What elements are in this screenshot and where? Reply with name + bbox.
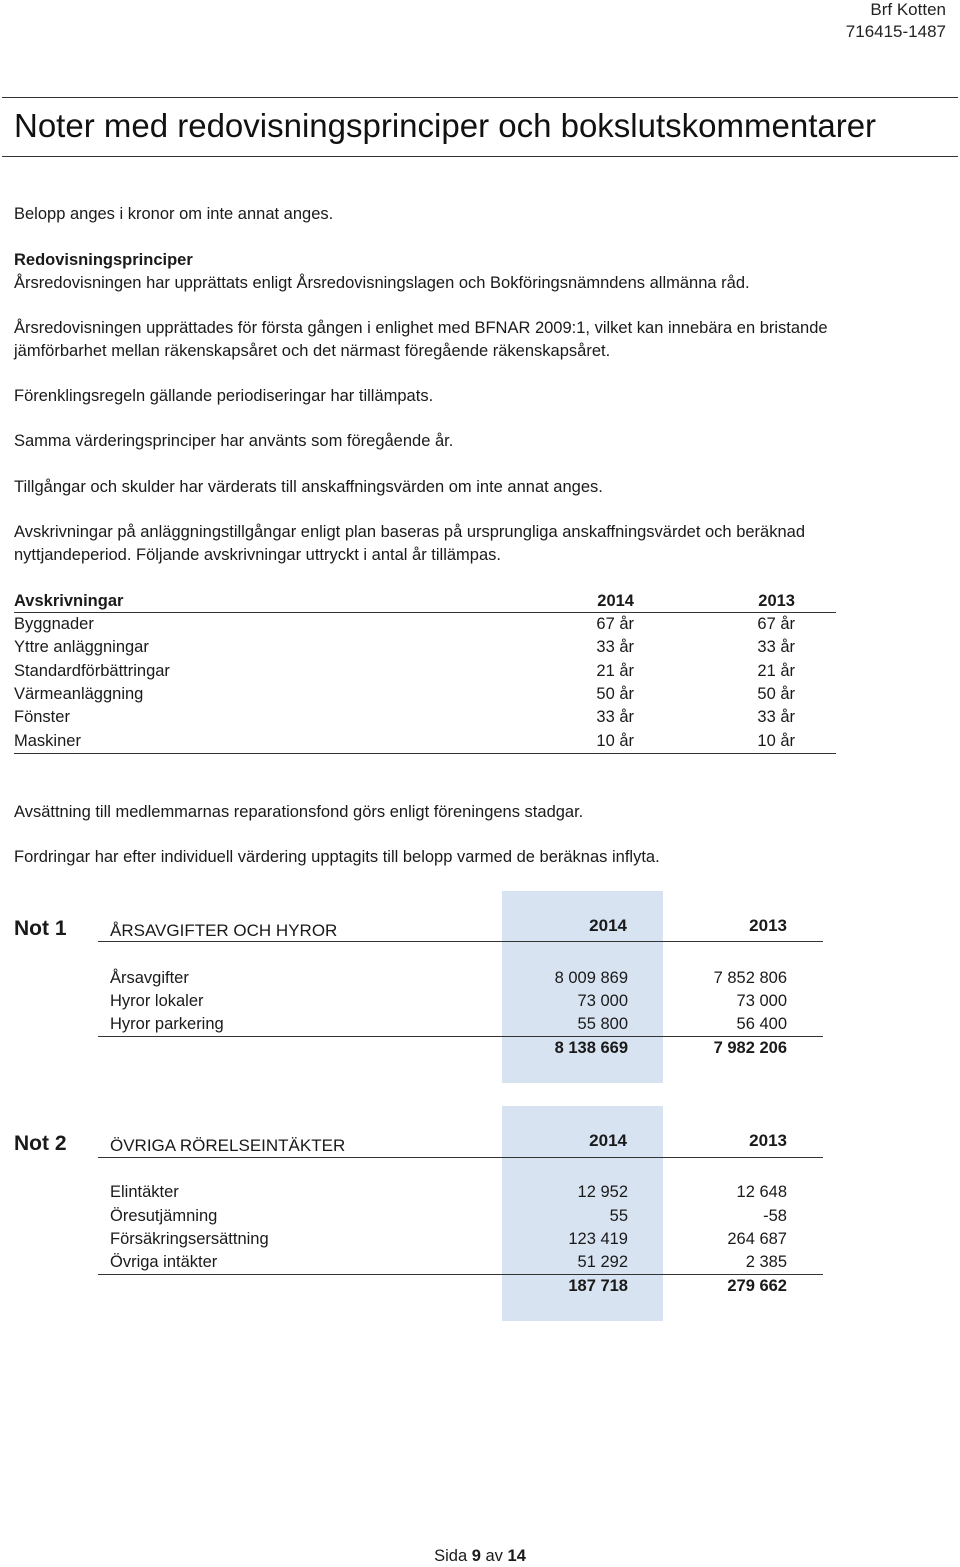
depreciation-text-2: nyttjandeperiod. Följande avskrivningar uttryckt i antal år tillämpas. bbox=[14, 546, 501, 564]
principles-line: Årsredovisningen har upprättats enligt Årsredovisningslagen och Bokföringsnämndens allmänna råd. bbox=[14, 274, 750, 292]
intro-text: Belopp anges i kronor om inte annat anges. bbox=[14, 205, 334, 223]
row-value-2013: 33 år bbox=[757, 708, 795, 726]
fund-text: Avsättning till medlemmarnas reparationsfond görs enligt föreningens stadgar. bbox=[14, 803, 584, 821]
page-number bbox=[0, 1545, 960, 1567]
note-2-row-label: Elintäkter bbox=[110, 1183, 179, 1201]
depreciation-header-2014: 2014 bbox=[597, 592, 634, 610]
note-2-row-label: Öresutjämning bbox=[110, 1207, 218, 1225]
depreciation-header-label: Avskrivningar bbox=[14, 592, 124, 610]
total-pages: 14 bbox=[507, 1547, 526, 1565]
note-2-year-2014: 2014 bbox=[589, 1131, 627, 1150]
note-2-year-2013: 2013 bbox=[749, 1131, 787, 1150]
valuation-text: Tillgångar och skulder har värderats till anskaffningsvärden om inte annat anges. bbox=[14, 478, 603, 496]
note-2-row-value-2014: 12 952 bbox=[577, 1183, 628, 1201]
note-1-year-2013: 2013 bbox=[749, 916, 787, 935]
note-2-header-rule bbox=[98, 1157, 823, 1158]
row-label: Standardförbättringar bbox=[14, 662, 170, 680]
principles-heading: Redovisningsprinciper bbox=[14, 251, 193, 269]
row-value-2013: 33 år bbox=[757, 638, 795, 656]
note-2-row-label: Övriga intäkter bbox=[110, 1253, 218, 1271]
note-1-row-value-2014: 55 800 bbox=[577, 1015, 628, 1033]
row-label: Värmeanläggning bbox=[14, 685, 144, 703]
bfnar-line-2: jämförbarhet mellan räkenskapsåret och det närmast föregående räkenskapsåret. bbox=[14, 342, 611, 360]
note-2-row-value-2014: 51 292 bbox=[577, 1253, 628, 1271]
row-value-2013: 67 år bbox=[757, 615, 795, 633]
note-2-number: Not 2 bbox=[14, 1132, 67, 1155]
depreciation-text-1: Avskrivningar på anläggningstillgångar enligt plan baseras på ursprungliga anskaffningsvärdet och beräknad bbox=[14, 523, 805, 541]
note-1-row-value-2014: 73 000 bbox=[577, 992, 628, 1010]
note-1-year-2014: 2014 bbox=[589, 916, 627, 935]
bfnar-line-1: Årsredovisningen upprättades för första gången i enlighet med BFNAR 2009:1, vilket kan innebära en bristande bbox=[14, 319, 828, 337]
page-prefix: Sida bbox=[434, 1547, 468, 1565]
row-value-2014: 21 år bbox=[596, 662, 634, 680]
note-1-row-label: Hyror parkering bbox=[110, 1015, 224, 1033]
title-top-rule bbox=[2, 97, 958, 98]
depreciation-bottom-rule bbox=[14, 753, 836, 754]
page-separator: av bbox=[485, 1547, 503, 1565]
same-principles-text: Samma värderingsprinciper har använts som föregående år. bbox=[14, 432, 454, 450]
note-1-total-2013: 7 982 206 bbox=[713, 1039, 787, 1057]
simplification-text: Förenklingsregeln gällande periodiseringar har tillämpats. bbox=[14, 387, 434, 405]
row-value-2014: 10 år bbox=[596, 732, 634, 750]
row-value-2014: 33 år bbox=[596, 638, 634, 656]
note-2-total-2014: 187 718 bbox=[568, 1277, 628, 1295]
note-2-row-value-2013: 2 385 bbox=[745, 1253, 787, 1271]
row-label: Yttre anläggningar bbox=[14, 638, 149, 656]
row-value-2013: 21 år bbox=[757, 662, 795, 680]
note-2-total-2013: 279 662 bbox=[727, 1277, 787, 1295]
current-page: 9 bbox=[471, 1547, 481, 1565]
page-title: Noter med redovisningsprinciper och bokslutskommentarer bbox=[14, 107, 877, 144]
note-2-row-value-2013: 264 687 bbox=[727, 1230, 787, 1248]
note-2-row-label: Försäkringsersättning bbox=[110, 1230, 269, 1248]
row-value-2013: 50 år bbox=[757, 685, 795, 703]
note-1-row-value-2014: 8 009 869 bbox=[554, 969, 628, 987]
row-label: Byggnader bbox=[14, 615, 94, 633]
org-name: Brf Kotten bbox=[870, 0, 946, 19]
note-1-number: Not 1 bbox=[14, 917, 67, 940]
note-1-row-value-2013: 7 852 806 bbox=[713, 969, 787, 987]
depreciation-header-2013: 2013 bbox=[758, 592, 795, 610]
title-bottom-rule bbox=[2, 156, 958, 157]
note-2-row-value-2013: 12 648 bbox=[736, 1183, 787, 1201]
row-label: Fönster bbox=[14, 708, 70, 726]
note-1-header-rule bbox=[98, 941, 823, 942]
row-value-2014: 67 år bbox=[596, 615, 634, 633]
org-number: 716415-1487 bbox=[845, 22, 946, 41]
row-value-2013: 10 år bbox=[757, 732, 795, 750]
row-value-2014: 33 år bbox=[596, 708, 634, 726]
note-2-row-value-2014: 123 419 bbox=[568, 1230, 628, 1248]
receivables-text: Fordringar har efter individuell värdering upptagits till belopp varmed de beräknas inflyta. bbox=[14, 848, 660, 866]
org-header bbox=[846, 0, 946, 43]
note-1-row-label: Hyror lokaler bbox=[110, 992, 204, 1010]
note-1-total-2014: 8 138 669 bbox=[554, 1039, 628, 1057]
row-value-2014: 50 år bbox=[596, 685, 634, 703]
note-1-heading: ÅRSAVGIFTER OCH HYROR bbox=[110, 921, 338, 940]
note-2-row-value-2013: -58 bbox=[763, 1207, 787, 1225]
row-label: Maskiner bbox=[14, 732, 81, 750]
note-2-heading: ÖVRIGA RÖRELSEINTÄKTER bbox=[110, 1136, 346, 1155]
note-1-row-value-2013: 73 000 bbox=[736, 992, 787, 1010]
note-2-row-value-2014: 55 bbox=[609, 1207, 628, 1225]
note-1-row-label: Årsavgifter bbox=[110, 969, 189, 987]
note-1-row-value-2013: 56 400 bbox=[736, 1015, 787, 1033]
